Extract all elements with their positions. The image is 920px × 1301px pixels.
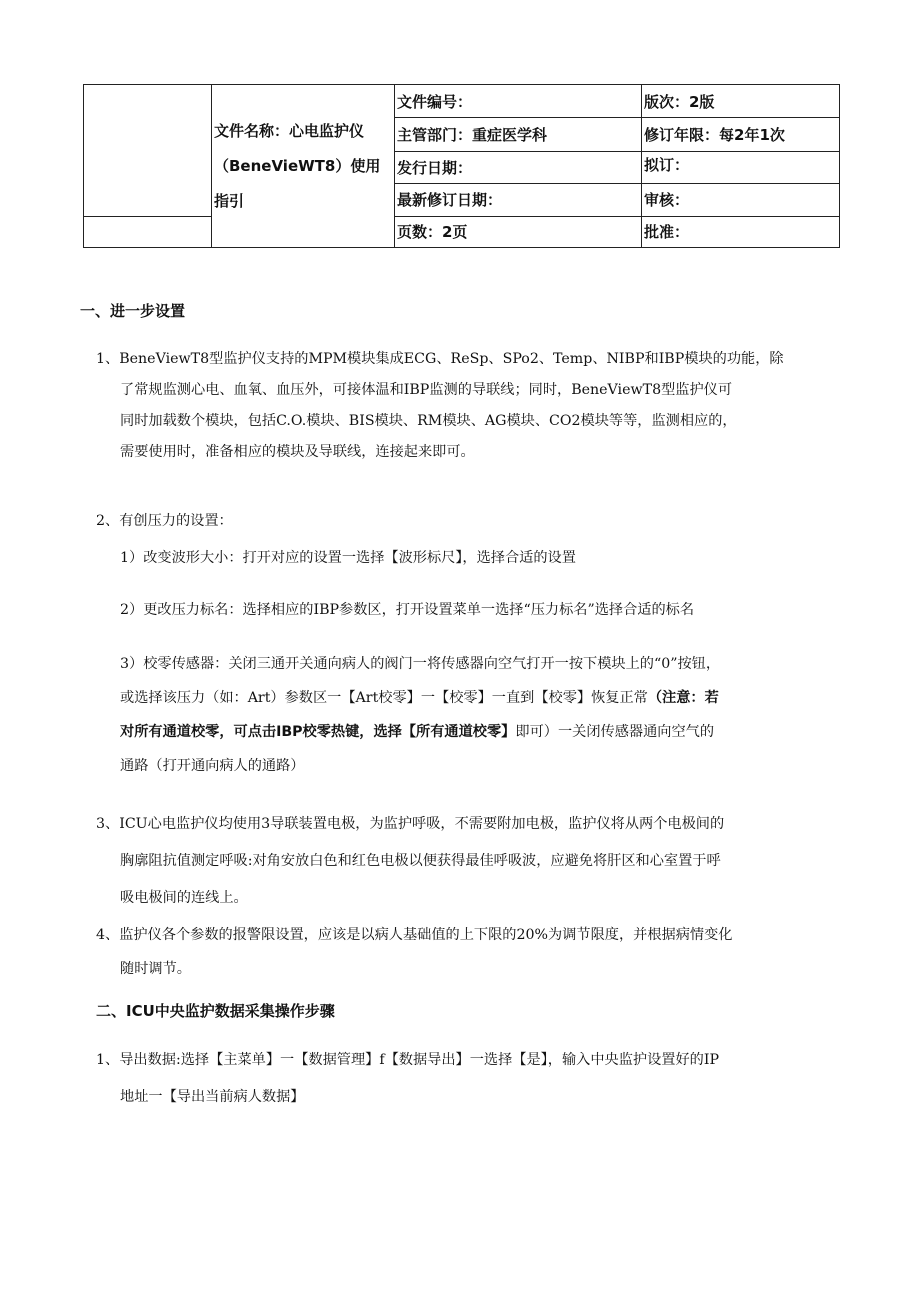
paragraph-1-line-1: 1、BeneViewT8型监护仪支持的MPM模块集成ECG、ReSp、SPo2、Temp、NIBP和IBP模块的功能，除: [96, 351, 784, 367]
approved-by: 批准：: [642, 216, 840, 247]
sub-item-3-line-4: 通路（打开通向病人的通路）: [120, 758, 305, 774]
paragraph-3: [96, 806, 856, 917]
paragraph-4-line-2: 随时调节。: [120, 961, 191, 977]
document-header-table: [83, 84, 840, 248]
issue-date: 发行日期：: [395, 152, 642, 183]
section-1-title: 一、进一步设置: [80, 302, 186, 320]
paragraph-1-line-2: 了常规监测心电、血氧、血压外，可接体温和IBP监测的导联线；同时，BeneViewT8型监护仪可: [120, 382, 733, 398]
paragraph-4-line-1: 4、监护仪各个参数的报警限设置，应该是以病人基础值的上下限的20%为调节限度，并根据病情变化: [96, 927, 733, 943]
paragraph-1-line-4: 需要使用时，准备相应的模块及导联线，连接起来即可。: [120, 444, 475, 460]
paragraph-3-line-3: 吸电极间的连线上。: [120, 890, 248, 906]
paragraph-2-heading: 2、有创压力的设置：: [96, 513, 233, 529]
section-2-title: 二、ICU中央监护数据采集操作步骤: [96, 1002, 335, 1020]
reviewed-by: 审核：: [642, 183, 840, 216]
paragraph-5-line-1: 1、导出数据:选择【主菜单】一【数据管理】f【数据导出】一选择【是】，输入中央监护设置好的IP: [96, 1052, 719, 1068]
paragraph-1: [96, 344, 856, 468]
sub-item-3: [120, 647, 860, 783]
drafted-by: 拟订：: [642, 152, 840, 183]
revision-period: 修订年限：每2年1次: [642, 118, 840, 152]
empty-cell: [84, 216, 212, 247]
paragraph-3-line-1: 3、ICU心电监护仪均使用3导联装置电极，为监护呼吸，不需要附加电极，监护仪将从两个电极间的: [96, 816, 725, 832]
sub-item-3-line-1: 3）校零传感器：关闭三通开关通向病人的阀门一将传感器向空气打开一按下模块上的“0”按钮，: [120, 656, 721, 672]
sub-item-1: 1）改变波形大小：打开对应的设置一选择【波形标尺】，选择合适的设置: [120, 550, 576, 566]
page-count: 页数：2页: [395, 216, 642, 247]
paragraph-5-line-2: 地址一【导出当前病人数据】: [120, 1089, 305, 1105]
zero-note-body: 对所有通道校零，可点击IBP校零热键，选择【所有通道校零】: [120, 724, 516, 740]
logo-cell: [84, 85, 212, 217]
paragraph-1-line-3: 同时加载数个模块，包括C.O.模块、BIS模块、RM模块、AG模块、CO2模块等等，监测相应的，: [120, 413, 737, 429]
zero-note-start: （注意：若: [647, 690, 719, 706]
sub-item-3-line-3: 即可）一关闭传感器通向空气的: [515, 724, 715, 740]
paragraph-4: [96, 918, 856, 986]
paragraph-3-line-2: 胸廓阻抗值测定呼吸:对角安放白色和红色电极以便获得最佳呼吸波，应避免将肝区和心室置于呼: [120, 853, 721, 869]
paragraph-5: [96, 1042, 856, 1116]
department: 主管部门：重症医学科: [395, 118, 642, 152]
sub-item-3-line-2: 或选择该压力（如：Art）参数区一【Art校零】一【校零】一直到【校零】恢复正常: [120, 690, 648, 706]
version: 版次：2版: [642, 85, 840, 118]
file-number: 文件编号：: [395, 85, 642, 118]
document-title: 文件名称：心电监护仪（BeneVieWT8）使用指引: [212, 85, 395, 248]
sub-item-2: 2）更改压力标名：选择相应的IBP参数区，打开设置菜单一选择“压力标名”选择合适的标名: [120, 602, 695, 618]
latest-revision-date: 最新修订日期：: [395, 183, 642, 216]
